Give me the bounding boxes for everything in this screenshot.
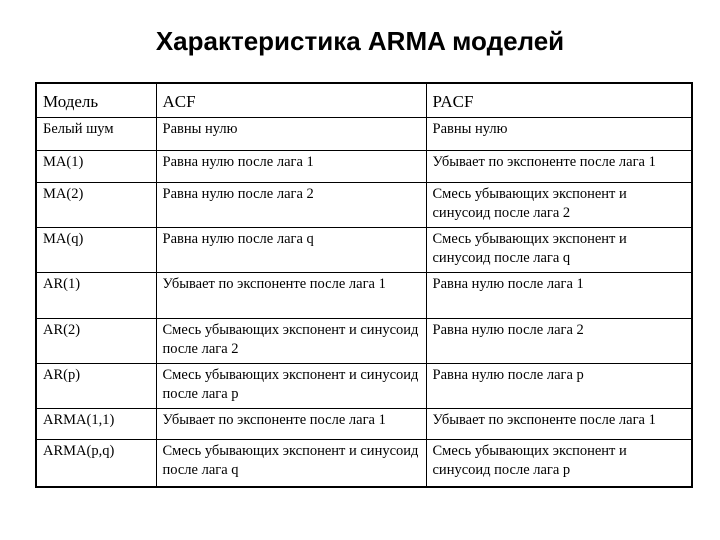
- acf-cell: Равна нулю после лага 2: [156, 182, 426, 227]
- pacf-cell: Смесь убывающих экспонент и синусоид после лага p: [426, 439, 692, 487]
- header-cell-acf: ACF: [156, 83, 426, 117]
- model-cell: ARMA(p,q): [36, 439, 156, 487]
- header-cell-pacf: PACF: [426, 83, 692, 117]
- pacf-cell: Смесь убывающих экспонент и синусоид после лага q: [426, 227, 692, 272]
- model-cell: MA(2): [36, 182, 156, 227]
- model-cell: AR(2): [36, 318, 156, 363]
- header-cell-model: Модель: [36, 83, 156, 117]
- acf-cell: Равны нулю: [156, 117, 426, 150]
- table-row: [36, 150, 692, 182]
- table-row: [36, 408, 692, 439]
- table-row: [36, 272, 692, 318]
- model-cell: MA(1): [36, 150, 156, 182]
- acf-cell: Смесь убывающих экспонент и синусоид после лага p: [156, 363, 426, 408]
- table-row: [36, 318, 692, 363]
- acf-cell: Убывает по экспоненте после лага 1: [156, 272, 426, 318]
- pacf-cell: Равна нулю после лага 1: [426, 272, 692, 318]
- pacf-cell: Смесь убывающих экспонент и синусоид после лага 2: [426, 182, 692, 227]
- table-header-row: [36, 83, 692, 117]
- model-cell: Белый шум: [36, 117, 156, 150]
- table-row: [36, 227, 692, 272]
- acf-cell: Убывает по экспоненте после лага 1: [156, 408, 426, 439]
- acf-cell: Равна нулю после лага 1: [156, 150, 426, 182]
- table-row: [36, 363, 692, 408]
- pacf-cell: Равна нулю после лага p: [426, 363, 692, 408]
- model-cell: ARMA(1,1): [36, 408, 156, 439]
- acf-cell: Равна нулю после лага q: [156, 227, 426, 272]
- acf-cell: Смесь убывающих экспонент и синусоид после лага q: [156, 439, 426, 487]
- page-title: Характеристика ARMA моделей: [155, 26, 565, 56]
- pacf-cell: Равна нулю после лага 2: [426, 318, 692, 363]
- table-row: [36, 117, 692, 150]
- pacf-cell: Убывает по экспоненте после лага 1: [426, 408, 692, 439]
- model-cell: MA(q): [36, 227, 156, 272]
- pacf-cell: Убывает по экспоненте после лага 1: [426, 150, 692, 182]
- acf-cell: Смесь убывающих экспонент и синусоид после лага 2: [156, 318, 426, 363]
- model-cell: AR(1): [36, 272, 156, 318]
- pacf-cell: Равны нулю: [426, 117, 692, 150]
- table-row: [36, 182, 692, 227]
- arma-table: [35, 82, 693, 488]
- model-cell: AR(p): [36, 363, 156, 408]
- table-row: [36, 439, 692, 487]
